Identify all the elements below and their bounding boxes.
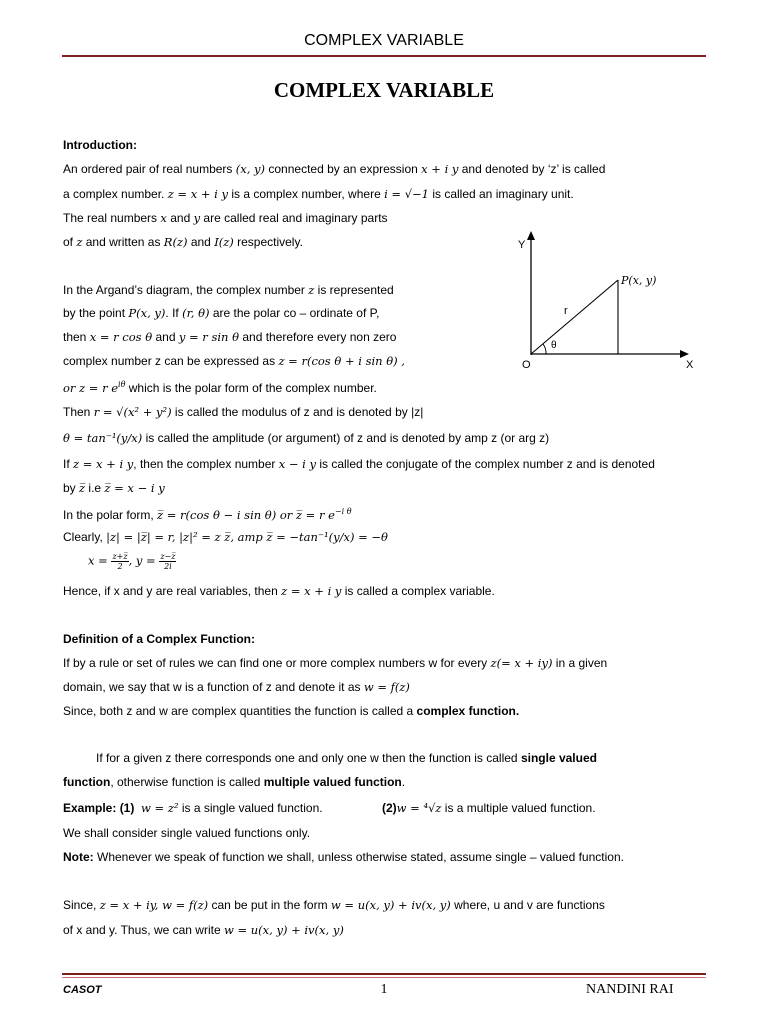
text-span: If by a rule or set of rules we can find one or more complex numbers w for every [63,656,491,670]
fraction-denominator: 2i [164,562,172,571]
text-span: Hence, if x and y are real variables, then [63,584,282,598]
math-span: x = [88,553,112,568]
text-span: of [63,235,77,249]
math-span: θ = tan⁻¹(y/x) [63,431,143,445]
consider-line: We shall consider single valued functions only. [63,826,311,840]
text-span: is called an imaginary unit. [428,187,574,201]
text-span: and denoted by ‘z’ is called [458,162,606,176]
math-span: y = r sin θ [178,330,240,344]
intro-line-1 [63,162,605,176]
bold-span: complex function. [416,704,520,718]
y-axis-label: Y [518,239,526,251]
math-span: z = x + i y [167,187,228,201]
text-span: In the Argand’s diagram, the complex number [63,283,309,297]
argand-line-4 [63,354,405,368]
footer-rule-light [62,977,706,978]
text-span: complex number z can be expressed as [63,354,279,368]
text-span: connected by an expression [265,162,422,176]
math-span: i = √−1 [384,187,429,201]
math-span: z̅ = r(cos θ − i sin θ) or z̅ = r e [157,508,335,522]
math-span: w = u(x, y) + iv(x, y) [223,923,344,937]
math-span: or z = r e [63,381,119,395]
text-span: Since, [63,898,100,912]
math-span: x − i y [278,457,316,471]
math-span: z̅ [79,481,86,495]
text-span: domain, we say that w is a function of z and denote it as [63,680,364,694]
text-span: and written as [82,235,164,249]
math-span: r = √(x² + y²) [93,405,172,419]
text-span: If for a given z there corresponds one and only one w then the function is called [96,751,521,765]
argand-diagram [500,225,710,375]
y-fraction [159,552,176,571]
math-span: w = f(z) [363,680,410,694]
definition-line-2 [63,680,410,694]
fraction-numerator: z+z̅ [112,552,128,561]
since-line-1 [63,898,605,912]
math-span: x [160,211,167,225]
text-span: Whenever we speak of function we shall, unless otherwise stated, assume single – valued function. [93,850,624,864]
argand-line-3 [63,330,396,344]
text-span: In the polar form, [63,508,158,522]
math-span: y [193,211,201,225]
math-span: (r, θ) [182,306,210,320]
argand-line-5 [63,378,377,395]
clearly-line [63,530,388,544]
math-span: z = x + i y [73,457,134,471]
math-span: R(z) [163,235,188,249]
theta-label: θ [551,340,557,351]
text-span: where, u and v are functions [450,898,605,912]
text-span: a complex number. [63,187,168,201]
footer-author: NANDINI RAI [586,982,674,997]
bold-span: function [63,775,111,789]
text-span: If [63,457,74,471]
math-span: w = z² [141,801,179,815]
text-span: Since, both z and w are complex quantities the function is called a [63,704,417,718]
text-span: . If [165,306,183,320]
math-span: x + i y [421,162,459,176]
since-line-2 [63,923,344,937]
text-span: Then [63,405,94,419]
math-span: x = r cos θ [89,330,153,344]
polar-conjugate-line [63,505,352,522]
page-number: 1 [380,982,388,997]
fraction-numerator: z−z̅ [160,552,176,561]
text-span: is called the amplitude (or argument) of z and is denoted by amp z (or arg z) [142,431,550,445]
text-span: and therefore every non zero [239,330,397,344]
math-span: P(x, y) [128,306,166,320]
text-span: Clearly, [63,530,107,544]
math-span: z = r(cos θ + i sin θ) , [278,354,405,368]
conjugate-line-1 [63,457,655,471]
footer-rule-dark [62,973,706,975]
modulus-line [63,405,423,419]
x-axis-label: X [686,359,694,371]
math-span: I(z) [214,235,234,249]
definition-heading: Definition of a Complex Function: [63,632,255,646]
origin-label: O [522,359,531,371]
text-span: is a complex number, where [228,187,385,201]
bold-span: single valued [520,751,597,765]
footer-institution: CASOT [63,984,102,996]
y-axis-arrow [527,231,535,240]
bold-span: multiple valued function [263,775,402,789]
math-span: z [308,283,315,297]
text-span: is represented [314,283,394,297]
definition-line-3 [63,704,519,718]
text-span: in a given [552,656,608,670]
text-span: , otherwise function is called [110,775,264,789]
running-header: COMPLEX VARIABLE [304,32,464,49]
intro-line-4 [63,235,303,249]
text-span: . [401,775,406,789]
math-span: z(= x + iy) [490,656,553,670]
intro-line-3 [63,211,388,225]
text-span: is called a complex variable. [341,584,495,598]
intro-line-2 [63,187,574,201]
math-superscript: −i θ [334,507,352,516]
text-span: can be put in the form [208,898,331,912]
document-title: COMPLEX VARIABLE [273,78,495,102]
text-span: by [63,481,80,495]
amplitude-line [63,431,549,445]
bold-span: Example: (1) [63,801,135,815]
text-span: of x and y. Thus, we can write [63,923,224,937]
xy-formula-line [88,552,176,571]
text-span: are the polar co – ordinate of P, [209,306,380,320]
radius-line [531,280,618,354]
text-span: i.e [85,481,105,495]
text-span: The real numbers [63,211,161,225]
argand-line-2 [63,306,379,320]
conjugate-line-2 [63,481,165,495]
text-span: and [152,330,179,344]
text-span: and [187,235,215,249]
argand-line-1 [63,283,394,297]
math-span: w = ⁴√z [396,801,442,815]
example-line [63,801,323,815]
math-span: , y = [128,553,160,568]
point-label: P(x, y) [621,274,657,287]
text-span: and [166,211,194,225]
note-line [63,850,624,864]
math-span: z [76,235,83,249]
single-valued-line-1 [96,751,597,765]
example-line-2 [382,801,596,815]
math-span: z = x + i y [281,584,342,598]
math-span: w = u(x, y) + iv(x, y) [330,898,451,912]
fraction-denominator: 2 [117,562,123,571]
text-span: which is the polar form of the complex number. [125,381,377,395]
text-span: by the point [63,306,129,320]
text-span: then [63,330,90,344]
text-span: is called the conjugate of the complex number z and is denoted [315,457,655,471]
math-superscript: iθ [118,380,126,389]
header-rule [62,55,706,57]
text-span: is called the modulus of z and is denoted by |z| [171,405,424,419]
intro-heading: Introduction: [63,138,137,152]
bold-span: Note: [63,850,94,864]
text-span: is a single valued function. [178,801,323,815]
text-span: are called real and imaginary parts [200,211,388,225]
text-span: An ordered pair of real numbers [63,162,236,176]
text-span: , then the complex number [133,457,279,471]
math-span: |z| = |z̅| = r, |z|² = z z̅, amp z̅ = −tan⁻¹(y/x) = −θ [106,530,388,544]
math-span: (x, y) [235,162,266,176]
single-valued-line-2 [63,775,405,789]
angle-arc [543,344,546,354]
hence-line [63,584,495,598]
definition-line-1 [63,656,607,670]
x-fraction [111,552,128,571]
math-span: z = x + iy, w = f(z) [99,898,209,912]
text-span: is a multiple valued function. [441,801,596,815]
radius-label: r [564,305,568,317]
math-span: z̅ = x − i y [104,481,165,495]
text-span: respectively. [233,235,303,249]
bold-span: (2) [382,801,397,815]
x-axis-arrow [680,350,689,358]
